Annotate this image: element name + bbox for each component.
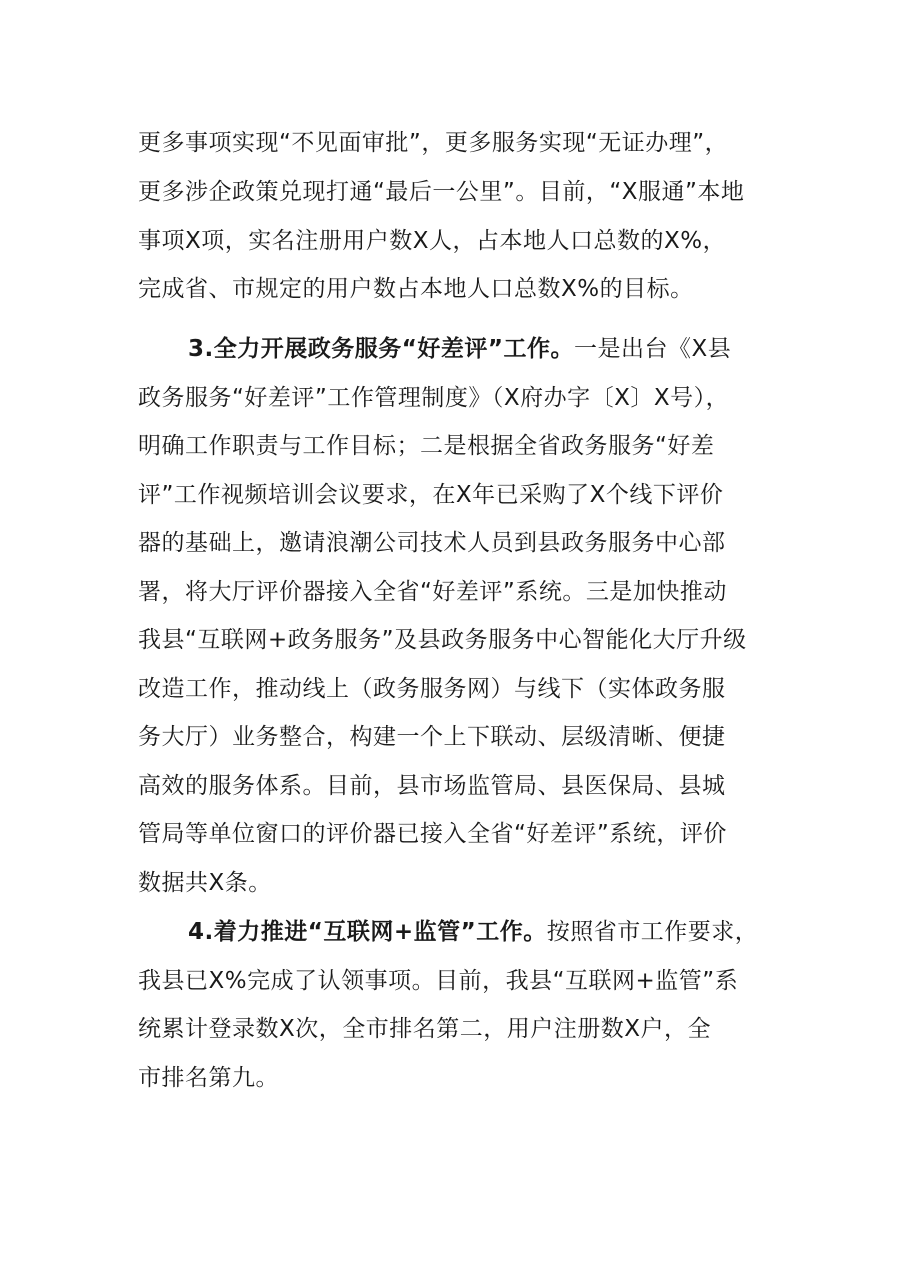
text-line: 务大厅）业务整合，构建一个上下联动、层级清晰、便捷 [138, 724, 726, 750]
section-3-lead-text: 一是出台《X县 [573, 336, 732, 362]
text-line: 器的基础上，邀请浪潮公司技术人员到县政务服务中心部 [138, 530, 726, 556]
text-line: 署，将大厅评价器接入全省“好差评”系统。三是加快推动 [138, 579, 727, 605]
text-line: 政务服务“好差评”工作管理制度》（X府办字〔X〕X号）， [138, 385, 730, 411]
section-3-heading: 3.全力开展政务服务“好差评”工作。 [188, 336, 574, 362]
text-line: 数据共X条。 [138, 870, 272, 896]
section-4-lead-text: 按照省市工作要求， [546, 919, 759, 945]
section-4-first-line [188, 917, 828, 947]
text-line: 改造工作，推动线上（政务服务网）与线下（实体政务服 [138, 676, 726, 702]
text-line: 市排名第九。 [138, 1065, 279, 1091]
text-line: 更多涉企政策兑现打通“最后一公里”。目前，“X服通”本地 [138, 179, 745, 205]
text-line: 高效的服务体系。目前，县市场监管局、县医保局、县城 [138, 773, 726, 799]
text-line: 更多事项实现“不见面审批”，更多服务实现“无证办理”， [138, 130, 729, 156]
text-line: 我县“互联网+政务服务”及县政务服务中心智能化大厅升级 [138, 627, 747, 653]
text-line: 我县已X%完成了认领事项。目前，我县“互联网+监管”系 [138, 968, 739, 994]
text-line: 管局等单位窗口的评价器已接入全省“好差评”系统，评价 [138, 821, 727, 847]
text-line: 事项X项，实名注册用户数X人，占本地人口总数的X%， [138, 228, 727, 254]
text-line: 明确工作职责与工作目标；二是根据全省政务服务“好差 [138, 433, 715, 459]
text-line: 完成省、市规定的用户数占本地人口总数X%的目标。 [138, 276, 694, 302]
section-4-heading: 4.着力推进“互联网+监管”工作。 [188, 919, 547, 945]
section-3-first-line [188, 334, 828, 364]
text-line: 统累计登录数X次，全市排名第二，用户注册数X户，全 [138, 1016, 712, 1042]
text-line: 评”工作视频培训会议要求，在X年已采购了X个线下评价 [138, 482, 724, 508]
